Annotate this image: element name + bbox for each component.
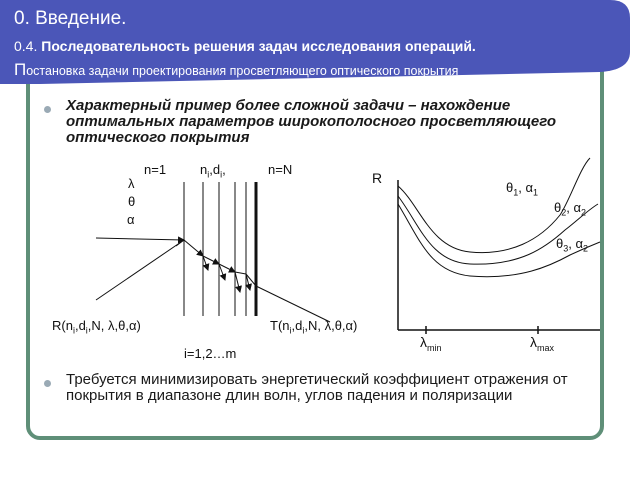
- label-n1: n=1: [144, 162, 167, 177]
- label-reflection-d: ,d: [74, 318, 86, 333]
- curve-label-3-sub2: 2: [583, 243, 589, 254]
- chart-ylabel: R: [372, 170, 383, 186]
- label-di-d: ,d: [209, 162, 221, 177]
- curve-label-1: [506, 180, 538, 198]
- lambda-min-symbol: λ: [420, 334, 427, 350]
- curve-label-2-theta: θ: [554, 200, 562, 215]
- label-reflection-comma: ,: [87, 318, 92, 333]
- label-transmission-rest: N, λ,θ,α): [307, 318, 358, 333]
- curve-label-2: [554, 200, 586, 218]
- curve-label-1-mid: , α: [518, 180, 533, 195]
- bullet-text-example: Характерный пример более сложной задачи – нахождение оптимальных параметров широкополосного просветляющего оптического покрытия: [66, 97, 557, 146]
- label-di-comma: ,: [222, 162, 226, 177]
- header-title: 0. Введение.: [14, 8, 127, 29]
- label-ni-di: [200, 162, 226, 180]
- label-reflection-sub-di: i: [85, 325, 88, 336]
- curve-label-1-theta: θ: [506, 180, 514, 195]
- curve-label-2-mid: , α: [566, 200, 581, 215]
- lambda-max-label: [530, 334, 554, 353]
- label-transmission-sub-di: i: [302, 325, 305, 336]
- label-transmission: [270, 318, 357, 336]
- bullet-dot: [44, 380, 51, 387]
- header-subtitle: [14, 38, 476, 54]
- header-subtitle-prefix: 0.4.: [14, 38, 42, 54]
- bullet-dot: [44, 106, 51, 113]
- label-ni-n: n: [200, 162, 208, 177]
- header-topic-initial: П: [14, 60, 27, 79]
- label-reflection: [52, 318, 141, 336]
- label-reflection-sub-i: i: [72, 325, 75, 336]
- curve-label-3-theta: θ: [556, 236, 564, 251]
- label-nN: n=N: [268, 162, 293, 177]
- label-lambda: λ: [128, 176, 135, 191]
- lambda-min-label: [420, 334, 442, 353]
- label-transmission-comma: ,: [304, 318, 308, 333]
- curve-label-1-sub1: 1: [513, 187, 519, 198]
- label-transmission-d: ,d: [291, 318, 303, 333]
- curve-label-3-sub1: 3: [563, 243, 569, 254]
- label-layer-index: i=1,2…m: [184, 346, 237, 361]
- label-di-sub: i: [220, 169, 223, 180]
- curve-label-3-mid: , α: [568, 236, 583, 251]
- header-subtitle-bold: Последовательность решения задач исследования операций.: [41, 38, 476, 54]
- curve-label-2-sub2: 2: [581, 207, 587, 218]
- label-reflection-prefix: R(n: [52, 318, 73, 333]
- label-ni-sub: i: [207, 169, 210, 180]
- curve-label-2-sub1: 2: [561, 207, 567, 218]
- curve-label-3: [556, 236, 588, 254]
- lambda-max-sub: max: [537, 342, 555, 353]
- label-transmission-prefix: T(n: [270, 318, 290, 333]
- label-reflection-rest: N, λ,θ,α): [91, 318, 141, 333]
- header-topic: [14, 60, 458, 80]
- label-theta: θ: [128, 194, 136, 209]
- label-alpha: α: [127, 212, 135, 227]
- lambda-min-sub: min: [427, 342, 442, 353]
- header-topic-rest: остановка задачи проектирования просветляющего оптического покрытия: [26, 64, 459, 78]
- curve-label-1-sub2: 1: [533, 187, 539, 198]
- bullet-text-requirement: Требуется минимизировать энергетический коэффициент отражения от покрытия в диапазоне длин волн, углов падения и поляризации: [66, 371, 568, 404]
- label-transmission-sub-i: i: [289, 325, 292, 336]
- lambda-max-symbol: λ: [530, 334, 537, 350]
